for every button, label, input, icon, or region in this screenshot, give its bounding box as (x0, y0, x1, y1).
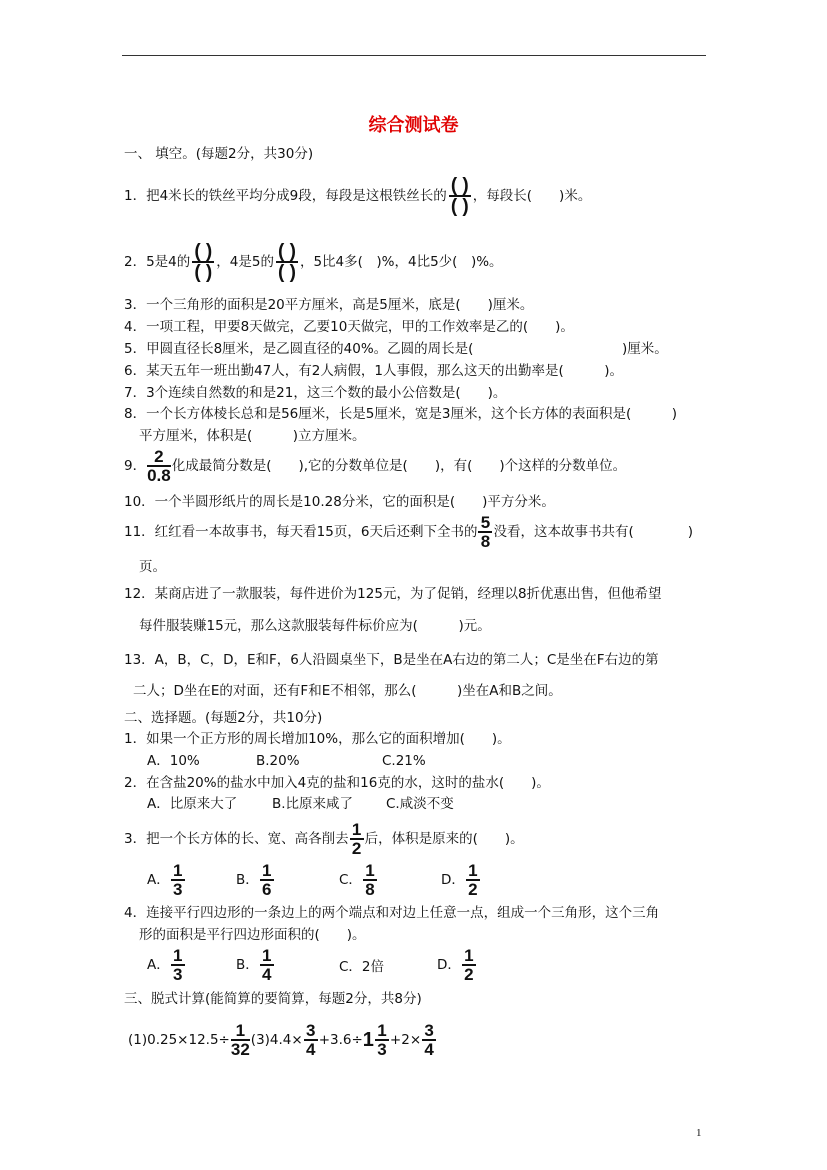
question-1-12: 12．某商店进了一款服装，每件进价为125元，为了促销，经理以8折优惠出售，但他希望 (124, 586, 662, 602)
option-c[interactable]: C．2倍 (339, 959, 385, 975)
section2-heading: 二、选择题。(每题2分，共10分) (124, 710, 323, 726)
question-1-12-cont: 每件服装赚15元，那么这款服装每件标价应为( )元。 (139, 618, 491, 634)
section1-heading: 一、 填空。(每题2分，共30分) (124, 146, 314, 162)
option-a[interactable]: A．10% (147, 753, 200, 769)
question-1-8-cont: 平方厘米，体积是( )立方厘米。 (139, 428, 366, 444)
question-2-3: 3．把一个长方体的长、宽、高各削去 $\frac{1}{2}$ 后，体积是原来的( )。 (124, 820, 524, 858)
fraction: $\frac{3}{4}$ (304, 1022, 318, 1058)
page-title: 综合测试卷 (368, 115, 459, 136)
question-1-4: 4．一项工程，甲要8天做完，乙要10天做完，甲的工作效率是乙的( )。 (124, 319, 574, 335)
question-1-13-cont: 二人；D坐在E的对面，还有F和E不相邻，那么( )坐在A和B之间。 (133, 683, 562, 699)
question-1-1: 1．把4米长的铁丝平均分成9段，每段是这根铁丝长的 ( ) ( ) ，每段长( )米。 (124, 175, 592, 217)
question-1-3: 3．一个三角形的面积是20平方厘米，高是5厘米，底是( )厘米。 (124, 297, 534, 313)
question-1-13: 13．A，B，C，D，E和F，6人沿圆桌坐下，B是坐在A右边的第二人；C是坐在F右边的第 (124, 652, 659, 668)
question-2-2: 2．在含盐20%的盐水中加入4克的盐和16克的水，这时的盐水( )。 (124, 775, 550, 791)
fraction: $\frac{2}{0.8}$ (147, 447, 171, 485)
option-b[interactable]: B． $\frac{1}{4}$ (236, 947, 275, 983)
blank-fraction: ( ) ( ) (449, 176, 471, 216)
blank-fraction: ( ) ( ) (192, 242, 214, 282)
question-2-1: 1．如果一个正方形的周长增加10%，那么它的面积增加( )。 (124, 731, 511, 747)
fraction: $\frac{3}{4}$ (422, 1022, 436, 1058)
question-1-8: 8．一个长方体棱长总和是56厘米，长是5厘米，宽是3厘米，这个长方体的表面积是( ) (124, 406, 677, 422)
question-1-2: 2．5是4的 ( ) ( ) ，4是5的 ( ) ( ) ，5比4多( )%，4比5少( )%。 (124, 241, 503, 283)
question-1-11-cont: 页。 (139, 559, 166, 575)
question-1-10: 10．一个半圆形纸片的周长是10.28分米，它的面积是( )平方分米。 (124, 494, 555, 510)
header-rule (122, 55, 706, 56)
option-d[interactable]: D． $\frac{1}{2}$ (437, 947, 477, 983)
mixed-number-integer: 1 (362, 1029, 374, 1051)
option-d[interactable]: D． $\frac{1}{2}$ (441, 862, 481, 898)
fraction: $\frac{1}{32}$ (230, 1021, 250, 1059)
question-2-4-cont: 形的面积是平行四边形面积的( )。 (139, 927, 366, 943)
question-1-7: 7．3个连续自然数的和是21，这三个数的最小公倍数是( )。 (124, 385, 507, 401)
option-b[interactable]: B． $\frac{1}{6}$ (236, 862, 275, 898)
fraction: $\frac{5}{8}$ (478, 514, 492, 550)
option-c[interactable]: C． $\frac{1}{8}$ (339, 862, 378, 898)
question-2-4: 4．连接平行四边形的一条边上的两个端点和对边上任意一点，组成一个三角形，这个三角 (124, 905, 660, 921)
option-b[interactable]: B.比原来咸了 (272, 796, 354, 812)
question-1-9: 9． $\frac{2}{0.8}$ 化成最简分数是( ),它的分数单位是( )，有( )个这样的分数单位。 (124, 447, 627, 485)
question-1-11: 11．红红看一本故事书，每天看15页，6天后还剩下全书的 $\frac{5}{8}$ 没看，这本故事书共有( ) (124, 513, 693, 551)
option-a[interactable]: A． $\frac{1}{3}$ (147, 862, 186, 898)
option-a[interactable]: A． $\frac{1}{3}$ (147, 947, 186, 983)
blank-fraction: ( ) ( ) (276, 242, 298, 282)
calculation-line: (1)0.25×12.5÷ $\frac{1}{32}$ (3)4.4× $\frac{3}{4}$ +3.6÷1 $\frac{1}{3}$ +2× $\frac{3}{4}$ (128, 1022, 437, 1058)
page-number: 1 (696, 1127, 702, 1139)
option-a[interactable]: A．比原来大了 (147, 796, 238, 812)
option-b[interactable]: B.20% (256, 753, 300, 769)
fraction: $\frac{1}{2}$ (350, 821, 364, 857)
option-c[interactable]: C.21% (382, 753, 426, 769)
section3-heading: 三、脱式计算(能简算的要简算，每题2分，共8分) (124, 991, 422, 1007)
option-c[interactable]: C.咸淡不变 (386, 796, 454, 812)
question-1-6: 6．某天五年一班出勤47人，有2人病假，1人事假，那么这天的出勤率是( )。 (124, 363, 623, 379)
fraction: $\frac{1}{3}$ (375, 1022, 389, 1058)
question-1-5: 5．甲圆直径长8厘米，是乙圆直径的40%。乙圆的周长是( )厘米。 (124, 341, 668, 357)
